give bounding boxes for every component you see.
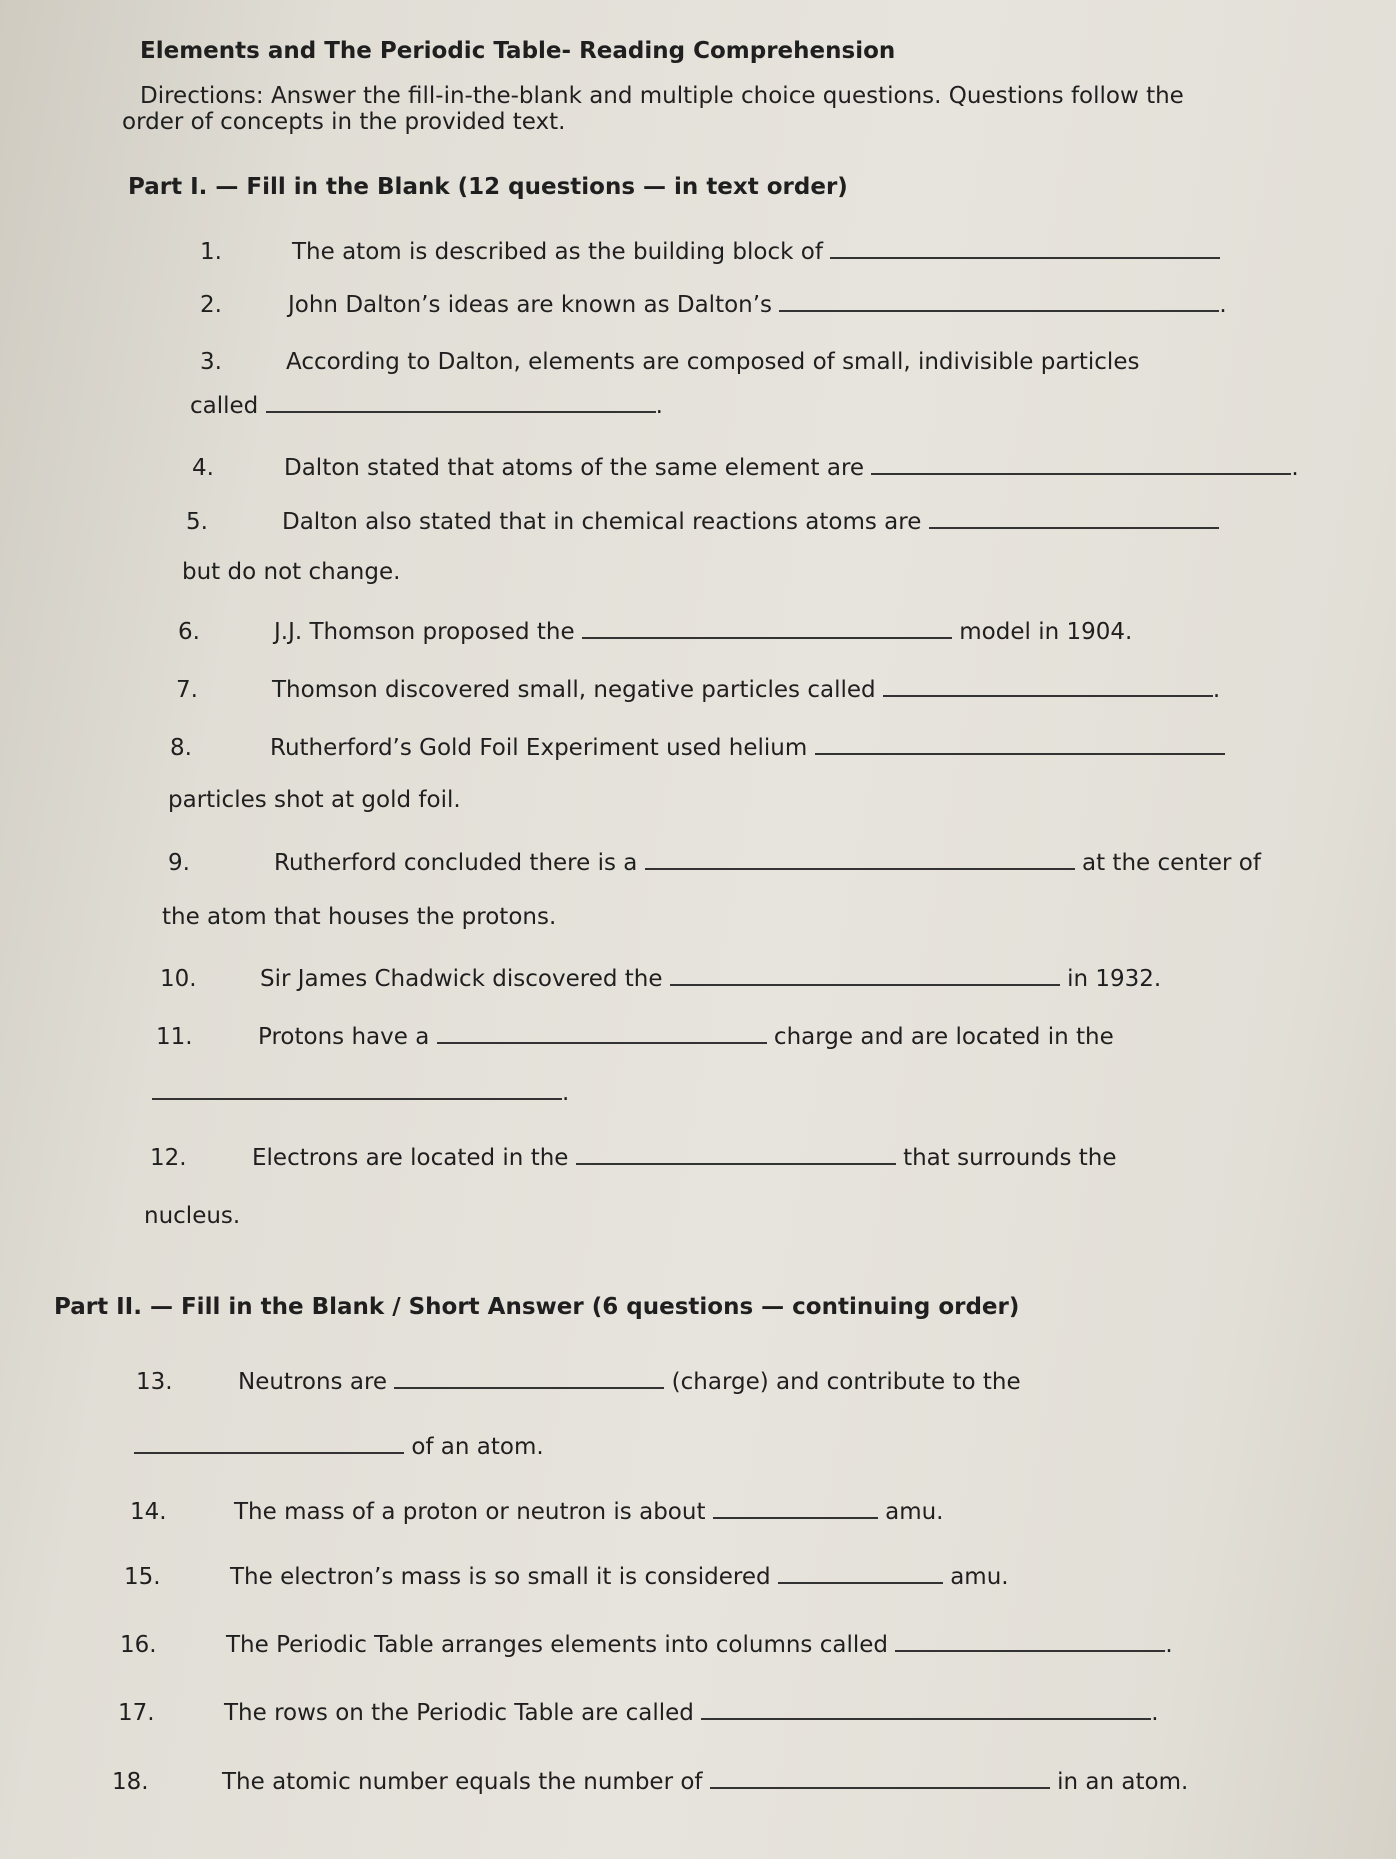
question-text: J.J. Thomson proposed the	[274, 619, 575, 645]
question-number: 11.	[156, 1024, 193, 1050]
question-8-continued: particles shot at gold foil.	[168, 787, 461, 813]
answer-blank-5[interactable]	[929, 507, 1219, 529]
question-after: .	[1291, 455, 1299, 481]
question-text: Thomson discovered small, negative particles called	[272, 677, 876, 703]
question-14	[130, 1497, 943, 1526]
question-number: 14.	[130, 1499, 167, 1525]
question-text: Rutherford’s Gold Foil Experiment used helium	[270, 735, 808, 761]
answer-blank-3[interactable]	[266, 391, 656, 413]
question-text: The atomic number equals the number of	[222, 1769, 703, 1795]
question-12-continued: nucleus.	[144, 1203, 241, 1229]
question-6	[178, 617, 1132, 646]
question-after: .	[1151, 1700, 1159, 1726]
answer-blank-16[interactable]	[895, 1630, 1165, 1652]
question-after: .	[562, 1080, 570, 1106]
answer-blank-17[interactable]	[701, 1698, 1151, 1720]
question-1	[200, 237, 1220, 266]
question-after: .	[1212, 677, 1221, 703]
question-after: .	[1219, 292, 1227, 318]
answer-blank-11b[interactable]	[152, 1078, 562, 1100]
question-12	[150, 1143, 1117, 1172]
answer-blank-14[interactable]	[713, 1497, 878, 1519]
directions-line-2: order of concepts in the provided text.	[122, 109, 566, 135]
question-text: Protons have a	[258, 1024, 430, 1050]
question-text: The Periodic Table arranges elements into columns called	[226, 1632, 888, 1658]
question-text: John Dalton’s ideas are known as Dalton’s	[288, 292, 773, 318]
question-text: Rutherford concluded there is a	[274, 850, 638, 876]
question-11-continued	[152, 1078, 569, 1107]
question-text: Sir James Chadwick discovered the	[260, 966, 663, 992]
question-after: of an atom.	[411, 1434, 544, 1460]
answer-blank-2[interactable]	[779, 290, 1219, 312]
question-11	[156, 1022, 1114, 1051]
question-9-continued: the atom that houses the protons.	[162, 904, 557, 930]
question-number: 13.	[136, 1369, 173, 1395]
question-17	[118, 1698, 1159, 1727]
question-after: at the center of	[1082, 850, 1261, 876]
question-number: 8.	[170, 735, 192, 761]
worksheet-title: Elements and The Periodic Table- Reading Comprehension	[140, 38, 896, 64]
directions-line-1: Directions: Answer the fill-in-the-blank and multiple choice questions. Questions follow the	[140, 83, 1184, 109]
question-number: 3.	[200, 349, 222, 375]
question-13-continued	[134, 1432, 544, 1461]
question-5	[186, 507, 1219, 536]
question-number: 4.	[192, 455, 214, 481]
question-number: 12.	[150, 1145, 187, 1171]
question-3	[200, 348, 1139, 376]
answer-blank-9[interactable]	[645, 848, 1075, 870]
answer-blank-6[interactable]	[582, 617, 952, 639]
answer-blank-8[interactable]	[815, 733, 1225, 755]
question-text: The atom is described as the building block of	[292, 239, 823, 265]
part-1-heading: Part I. — Fill in the Blank (12 questions — in text order)	[128, 174, 848, 200]
answer-blank-13b[interactable]	[134, 1432, 404, 1454]
answer-blank-18[interactable]	[710, 1767, 1050, 1789]
question-after: model in 1904.	[959, 619, 1133, 645]
answer-blank-1[interactable]	[830, 237, 1220, 259]
question-number: 16.	[120, 1632, 157, 1658]
question-after: .	[655, 393, 663, 419]
question-after: .	[1165, 1632, 1173, 1658]
question-continuation: called	[190, 393, 259, 419]
question-text: The rows on the Periodic Table are called	[224, 1700, 694, 1726]
question-text: Dalton also stated that in chemical reactions atoms are	[282, 509, 922, 535]
answer-blank-10[interactable]	[670, 964, 1060, 986]
question-text: Dalton stated that atoms of the same element are	[284, 455, 865, 481]
question-13	[136, 1367, 1021, 1396]
question-after: amu.	[885, 1499, 944, 1525]
question-after: in 1932.	[1067, 966, 1162, 992]
question-number: 15.	[124, 1564, 161, 1590]
question-number: 18.	[112, 1769, 149, 1795]
question-after: charge and are located in the	[773, 1024, 1114, 1050]
question-text: According to Dalton, elements are composed of small, indivisible particles	[286, 349, 1140, 375]
question-text: The mass of a proton or neutron is about	[234, 1499, 706, 1525]
question-2	[200, 290, 1227, 319]
question-text: The electron’s mass is so small it is considered	[230, 1564, 771, 1590]
question-number: 9.	[168, 850, 190, 876]
answer-blank-13a[interactable]	[394, 1367, 664, 1389]
question-number: 10.	[160, 966, 197, 992]
question-text: Neutrons are	[238, 1369, 388, 1395]
question-10	[160, 964, 1161, 993]
answer-blank-7[interactable]	[883, 675, 1213, 697]
question-number: 17.	[118, 1700, 155, 1726]
question-15	[124, 1562, 1009, 1591]
answer-blank-11a[interactable]	[437, 1022, 767, 1044]
question-after: (charge) and contribute to the	[671, 1369, 1021, 1395]
answer-blank-15[interactable]	[778, 1562, 943, 1584]
question-7	[176, 675, 1220, 704]
question-16	[120, 1630, 1173, 1659]
answer-blank-12[interactable]	[576, 1143, 896, 1165]
question-number: 1.	[200, 239, 222, 265]
question-4	[192, 453, 1299, 482]
part-2-heading: Part II. — Fill in the Blank / Short Answer (6 questions — continuing order)	[54, 1294, 1020, 1320]
question-number: 5.	[186, 509, 208, 535]
question-8	[170, 733, 1225, 762]
question-number: 6.	[178, 619, 200, 645]
question-18	[112, 1767, 1188, 1796]
question-text: Electrons are located in the	[252, 1145, 569, 1171]
question-5-continued: but do not change.	[182, 559, 401, 585]
question-after: in an atom.	[1057, 1769, 1189, 1795]
question-number: 7.	[176, 677, 198, 703]
question-number: 2.	[200, 292, 222, 318]
question-9	[168, 848, 1261, 877]
question-3-continued	[190, 391, 663, 420]
question-after: amu.	[950, 1564, 1009, 1590]
answer-blank-4[interactable]	[871, 453, 1291, 475]
question-after: that surrounds the	[903, 1145, 1117, 1171]
